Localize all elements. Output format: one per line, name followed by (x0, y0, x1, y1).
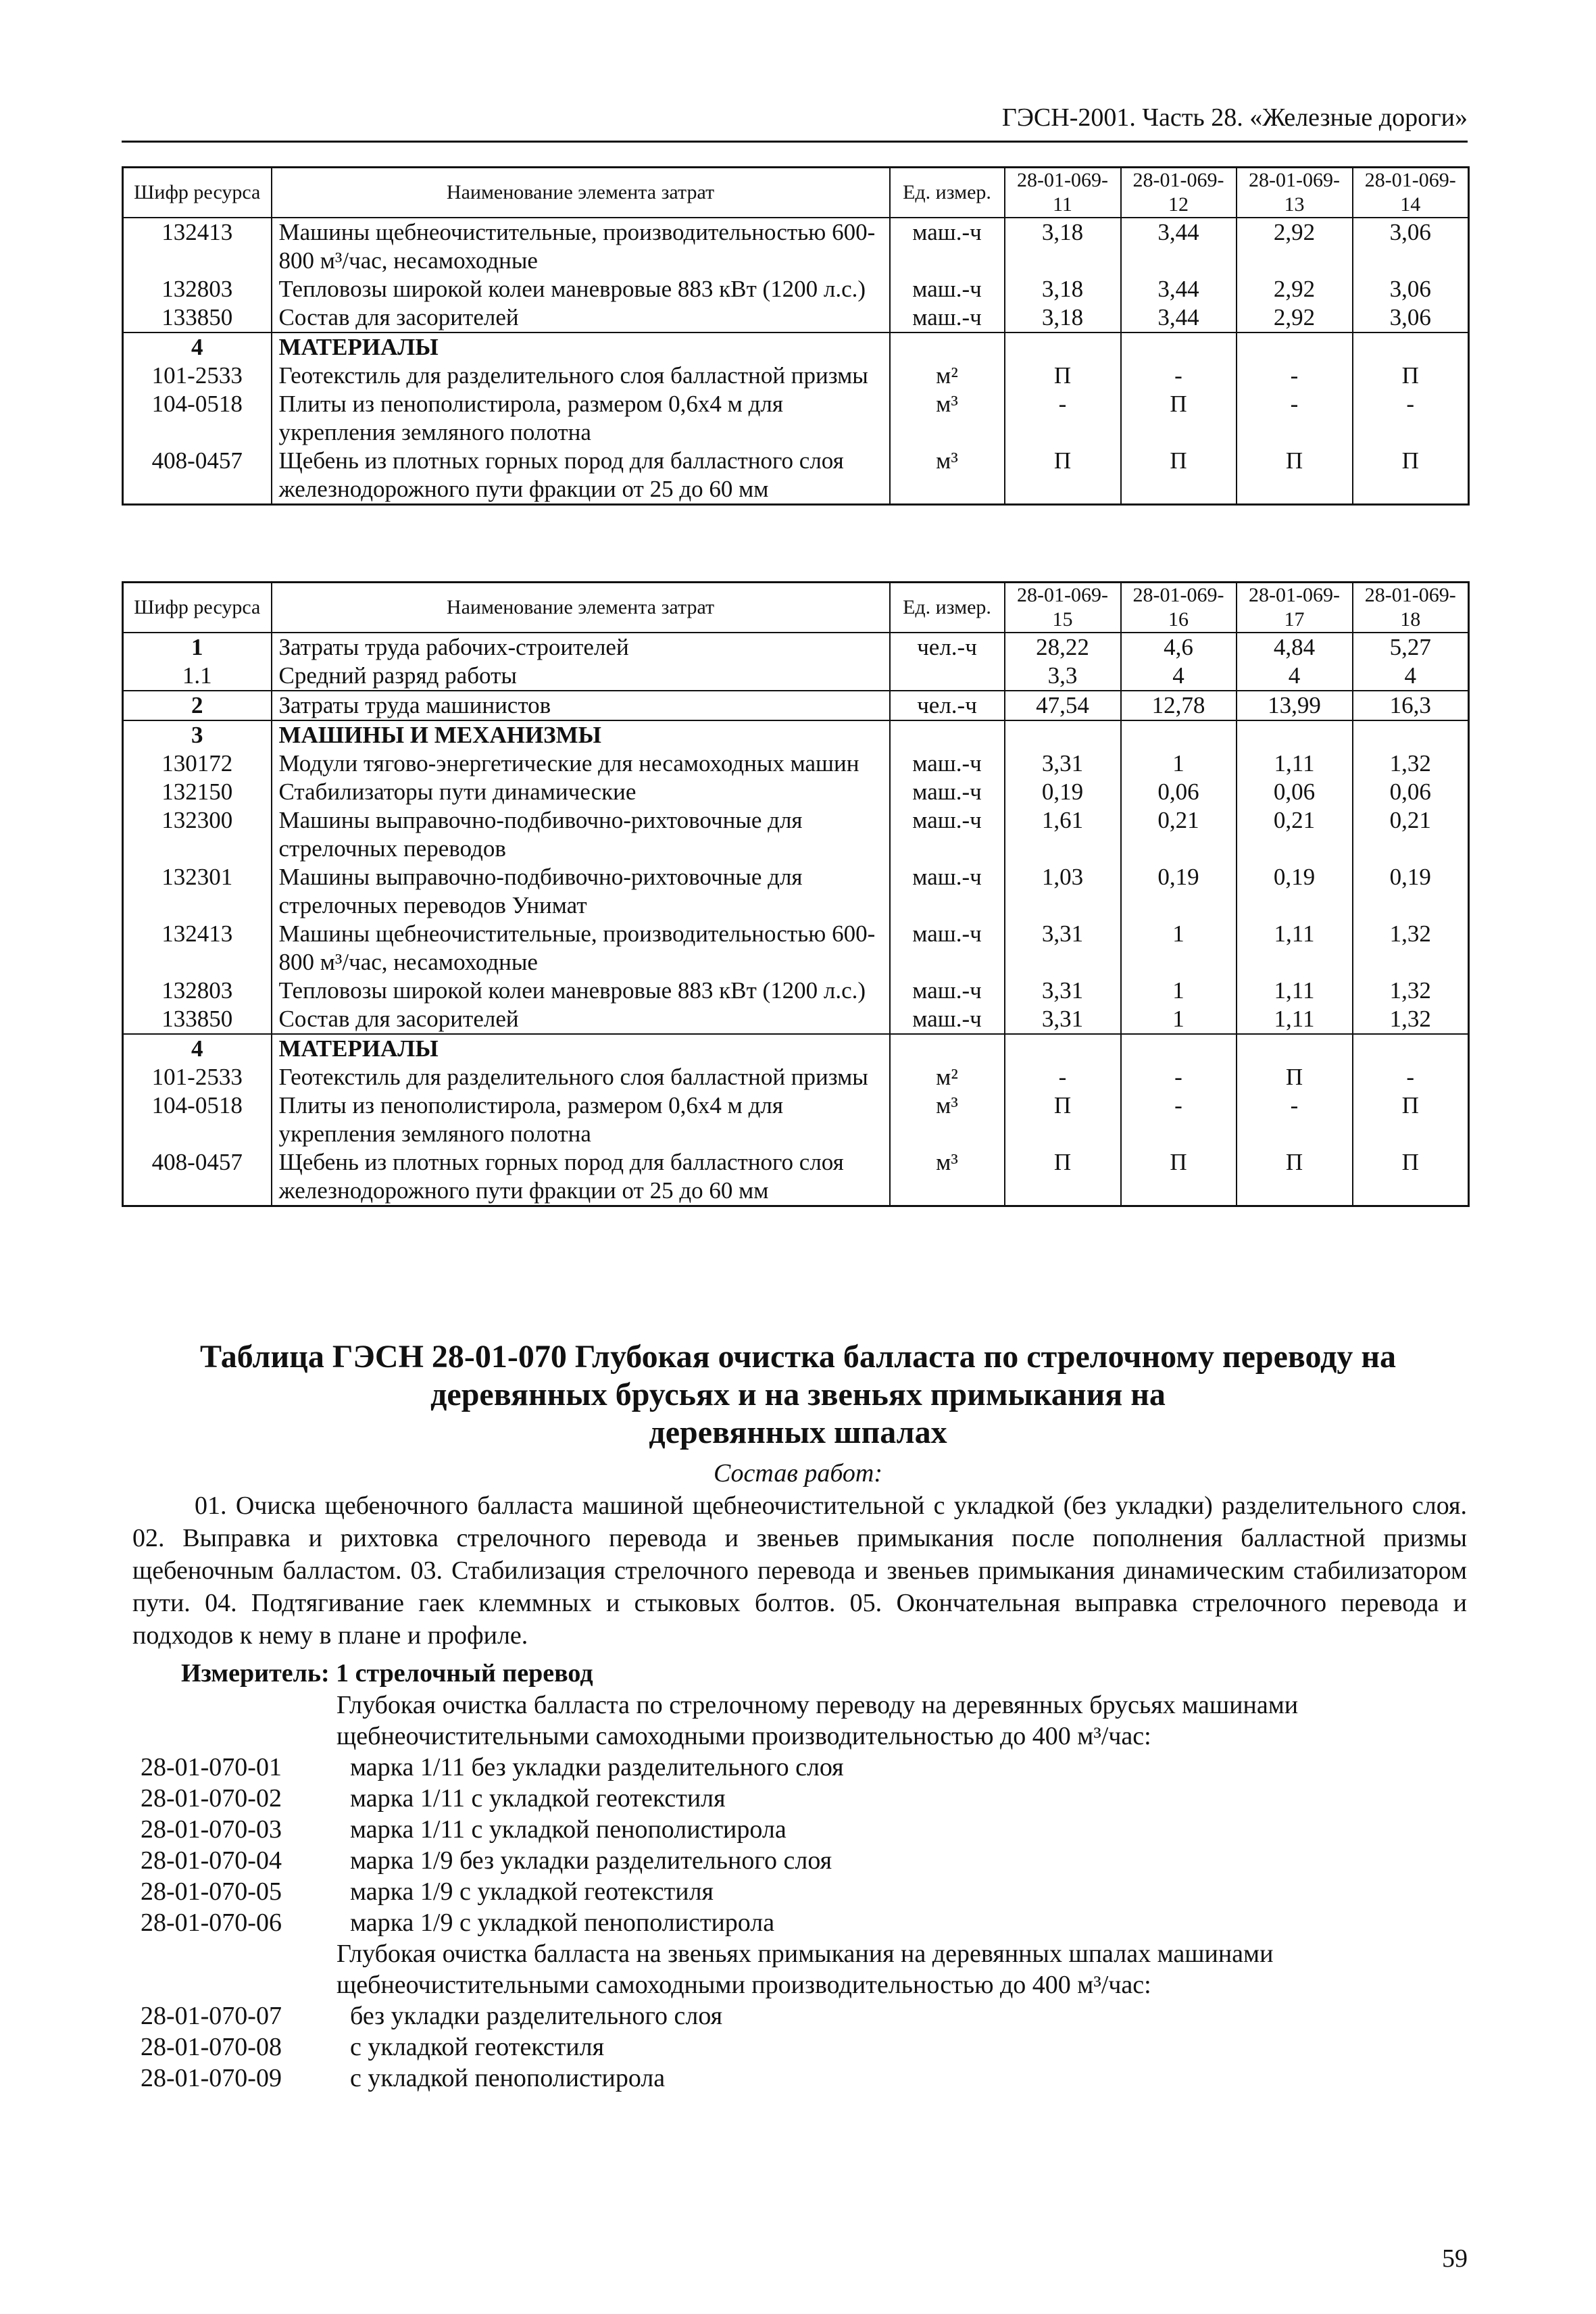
row-name: Средний разряд работы (272, 662, 890, 691)
work-composition-body: 01. Очиска щебеночного балласта машиной щебнеочистительной с укладкой (без укладки) разделительного слоя. 02. Выправка и рихтовка стрелочного перевода и звеньев примыкания после пополнения балластной призмы щебеночным балластом. 03. Стабилизация стрелочного перевода и звеньев примыкания динамическим стабилизатором пути. 04. Подтягивание гаек клеммных и стыковых болтов. 05. Окончательная выправка стрелочного перевода и подходов к нему в плане и профиле. (132, 1492, 1467, 1650)
row-value: 5,27 (1353, 633, 1469, 662)
row-unit: чел.-ч (890, 633, 1005, 662)
row-value: 1,11 (1237, 920, 1353, 977)
row-value: 0,21 (1121, 806, 1237, 863)
row-code: 132300 (123, 806, 272, 863)
header-code: Шифр ресурса (123, 168, 272, 218)
row-value: - (1237, 390, 1353, 447)
row-value: 0,06 (1121, 778, 1237, 806)
row-value: - (1005, 1063, 1121, 1091)
row-value (1005, 720, 1121, 749)
row-unit: маш.-ч (890, 303, 1005, 333)
section-title-line-3: деревянных шпалах (649, 1414, 947, 1450)
header-col: 28-01-069-11 (1005, 168, 1121, 218)
list-item (141, 1907, 1465, 1938)
row-value: 3,31 (1005, 977, 1121, 1005)
header-unit: Ед. измер. (890, 583, 1005, 633)
row-unit: маш.-ч (890, 806, 1005, 863)
row-value: 3,44 (1121, 218, 1237, 275)
row-unit: м³ (890, 447, 1005, 505)
row-value: 13,99 (1237, 691, 1353, 720)
running-header: ГЭСН-2001. Часть 28. «Железные дороги» (1001, 103, 1468, 132)
table-row (123, 778, 1469, 806)
table-row (123, 218, 1469, 275)
row-value: П (1353, 1091, 1469, 1148)
header-col: 28-01-069-15 (1005, 583, 1121, 633)
table-header-row (123, 168, 1469, 218)
norm-code: 28-01-070-07 (141, 2002, 282, 2030)
norm-code: 28-01-070-02 (141, 1784, 282, 1813)
header-col: 28-01-069-18 (1353, 583, 1469, 633)
row-value (1121, 1034, 1237, 1063)
norm-description: марка 1/9 с укладкой геотекстиля (350, 1877, 714, 1906)
table-row (123, 749, 1469, 778)
header-col: 28-01-069-13 (1237, 168, 1353, 218)
row-value: 1 (1121, 920, 1237, 977)
table-row (123, 691, 1469, 720)
row-name: Тепловозы широкой колеи маневровые 883 кВт (1200 л.с.) (272, 275, 890, 303)
list-item (141, 1814, 1465, 1845)
page-number: 59 (1442, 2244, 1468, 2273)
table-row (123, 977, 1469, 1005)
row-value: - (1353, 1063, 1469, 1091)
norm-description: марка 1/11 без укладки разделительного слоя (350, 1753, 844, 1781)
row-value: 0,06 (1237, 778, 1353, 806)
row-value: П (1005, 1091, 1121, 1148)
row-name: Состав для засорителей (272, 303, 890, 333)
row-value: 3,06 (1353, 218, 1469, 275)
row-name: Плиты из пенополистирола, размером 0,6х4 м для укрепления земляного полотна (272, 390, 890, 447)
row-value: 16,3 (1353, 691, 1469, 720)
header-rule (122, 141, 1468, 143)
row-value: 2,92 (1237, 303, 1353, 333)
table-row (123, 390, 1469, 447)
row-value: П (1237, 1148, 1353, 1206)
row-code: 132803 (123, 275, 272, 303)
row-name: Стабилизаторы пути динамические (272, 778, 890, 806)
header-unit: Ед. измер. (890, 168, 1005, 218)
row-unit (890, 333, 1005, 362)
row-value: 3,44 (1121, 275, 1237, 303)
row-value (1121, 333, 1237, 362)
row-name: Щебень из плотных горных пород для балластного слоя железнодорожного пути фракции от 25 до 60 мм (272, 1148, 890, 1206)
row-name: МАТЕРИАЛЫ (272, 1034, 890, 1063)
norm-code: 28-01-070-05 (141, 1877, 282, 1906)
row-value: 3,18 (1005, 218, 1121, 275)
row-value: 1 (1121, 749, 1237, 778)
row-unit: маш.-ч (890, 749, 1005, 778)
row-value: 4,84 (1237, 633, 1353, 662)
row-value: П (1005, 447, 1121, 505)
row-unit: маш.-ч (890, 1005, 1005, 1034)
row-name: Машины выправочно-подбивочно-рихтовочные для стрелочных переводов (272, 806, 890, 863)
row-value (1353, 1034, 1469, 1063)
norm-description: с укладкой геотекстиля (350, 2033, 605, 2061)
row-code: 408-0457 (123, 447, 272, 505)
row-value: 0,21 (1353, 806, 1469, 863)
row-code: 130172 (123, 749, 272, 778)
row-value: 3,18 (1005, 303, 1121, 333)
header-name: Наименование элемента затрат (272, 168, 890, 218)
row-code: 133850 (123, 303, 272, 333)
row-unit (890, 1034, 1005, 1063)
table-row (123, 1148, 1469, 1206)
row-code: 3 (123, 720, 272, 749)
row-name: Модули тягово-энергетические для несамоходных машин (272, 749, 890, 778)
row-value: - (1121, 1063, 1237, 1091)
norm-code: 28-01-070-04 (141, 1846, 282, 1875)
list-intro-1: Глубокая очистка балласта по стрелочному переводу на деревянных брусьях машинами щебнеочистительными самоходными производительностью до 400 м³/час: (336, 1691, 1299, 1750)
row-value: 2,92 (1237, 275, 1353, 303)
row-unit: маш.-ч (890, 977, 1005, 1005)
row-value: П (1237, 447, 1353, 505)
row-code: 101-2533 (123, 362, 272, 390)
row-unit: чел.-ч (890, 691, 1005, 720)
table-row (123, 662, 1469, 691)
row-value: 1,32 (1353, 1005, 1469, 1034)
row-value: 12,78 (1121, 691, 1237, 720)
row-name: Геотекстиль для разделительного слоя балластной призмы (272, 362, 890, 390)
row-unit: маш.-ч (890, 863, 1005, 920)
row-value: 1,32 (1353, 920, 1469, 977)
row-name: Машины выправочно-подбивочно-рихтовочные для стрелочных переводов Унимат (272, 863, 890, 920)
row-value: - (1121, 1091, 1237, 1148)
row-value: 1,03 (1005, 863, 1121, 920)
row-value: 28,22 (1005, 633, 1121, 662)
table-row (123, 447, 1469, 505)
row-unit: маш.-ч (890, 778, 1005, 806)
row-name: Геотекстиль для разделительного слоя балластной призмы (272, 1063, 890, 1091)
table-row (123, 1005, 1469, 1034)
list-item (141, 2000, 1465, 2032)
row-value (1005, 1034, 1121, 1063)
row-code: 4 (123, 333, 272, 362)
row-value (1121, 720, 1237, 749)
row-unit (890, 662, 1005, 691)
header-col: 28-01-069-17 (1237, 583, 1353, 633)
row-value: П (1121, 390, 1237, 447)
row-code: 2 (123, 691, 272, 720)
row-value: П (1353, 1148, 1469, 1206)
norm-code: 28-01-070-06 (141, 1909, 282, 1937)
table-header-row (123, 583, 1469, 633)
row-value: П (1121, 447, 1237, 505)
row-name: МАШИНЫ И МЕХАНИЗМЫ (272, 720, 890, 749)
row-value: 3,44 (1121, 303, 1237, 333)
row-unit: маш.-ч (890, 218, 1005, 275)
list-item (141, 1783, 1465, 1814)
list-intro-2: Глубокая очистка балласта на звеньях примыкания на деревянных шпалах машинами щебнеочистительными самоходными производительностью до 400 м³/час: (336, 1940, 1274, 1999)
row-value: П (1005, 1148, 1121, 1206)
section-title-line-1: Таблица ГЭСН 28-01-070 Глубокая очистка балласта по стрелочному переводу на (199, 1339, 1397, 1375)
table-row (123, 303, 1469, 333)
norm-description: марка 1/11 с укладкой пенополистирола (350, 1815, 787, 1844)
section-title (0, 1338, 1596, 1452)
row-value: 1,61 (1005, 806, 1121, 863)
row-value: 3,3 (1005, 662, 1121, 691)
row-value: - (1005, 390, 1121, 447)
table-row (123, 863, 1469, 920)
norm-description: без укладки разделительного слоя (350, 2002, 723, 2030)
row-value: 3,06 (1353, 275, 1469, 303)
norm-description: марка 1/9 без укладки разделительного слоя (350, 1846, 832, 1875)
table-row (123, 633, 1469, 662)
row-code: 101-2533 (123, 1063, 272, 1091)
row-value: 0,21 (1237, 806, 1353, 863)
row-name: Затраты труда рабочих-строителей (272, 633, 890, 662)
row-value: 4 (1121, 662, 1237, 691)
row-value (1237, 333, 1353, 362)
row-value: - (1237, 362, 1353, 390)
table-row (123, 1063, 1469, 1091)
header-code: Шифр ресурса (123, 583, 272, 633)
row-unit: м³ (890, 1091, 1005, 1148)
row-unit: маш.-ч (890, 920, 1005, 977)
row-name: Тепловозы широкой колеи маневровые 883 кВт (1200 л.с.) (272, 977, 890, 1005)
row-code: 1 (123, 633, 272, 662)
row-value: 0,06 (1353, 778, 1469, 806)
table-row (123, 1034, 1469, 1063)
row-value: 47,54 (1005, 691, 1121, 720)
row-unit: м³ (890, 390, 1005, 447)
row-value (1237, 720, 1353, 749)
row-value: 0,19 (1005, 778, 1121, 806)
row-name: Плиты из пенополистирола, размером 0,6х4 м для укрепления земляного полотна (272, 1091, 890, 1148)
header-col: 28-01-069-14 (1353, 168, 1469, 218)
row-value: 0,19 (1237, 863, 1353, 920)
row-code: 104-0518 (123, 1091, 272, 1148)
row-name: Затраты труда машинистов (272, 691, 890, 720)
row-value: 1,11 (1237, 749, 1353, 778)
row-value (1353, 720, 1469, 749)
row-unit: м² (890, 362, 1005, 390)
list-item (141, 2032, 1465, 2063)
row-code: 132301 (123, 863, 272, 920)
row-value: 1,32 (1353, 749, 1469, 778)
row-value: 3,06 (1353, 303, 1469, 333)
row-code: 132803 (123, 977, 272, 1005)
row-value: 3,31 (1005, 920, 1121, 977)
table-row (123, 333, 1469, 362)
row-code: 408-0457 (123, 1148, 272, 1206)
row-value (1237, 1034, 1353, 1063)
row-code: 132413 (123, 920, 272, 977)
row-value: 3,31 (1005, 1005, 1121, 1034)
norm-code: 28-01-070-09 (141, 2064, 282, 2092)
row-value: 3,31 (1005, 749, 1121, 778)
table-row (123, 275, 1469, 303)
resource-table-2 (122, 581, 1470, 1207)
row-value: 3,18 (1005, 275, 1121, 303)
row-code: 104-0518 (123, 390, 272, 447)
table-row (123, 720, 1469, 749)
resource-table-1 (122, 166, 1470, 506)
row-code: 132413 (123, 218, 272, 275)
row-value: 1,32 (1353, 977, 1469, 1005)
table-row (123, 362, 1469, 390)
row-code: 1.1 (123, 662, 272, 691)
list-item (141, 1876, 1465, 1907)
row-name: Машины щебнеочистительные, производительностью 600-800 м³/час, несамоходные (272, 218, 890, 275)
row-value: 0,19 (1353, 863, 1469, 920)
row-value: 1 (1121, 977, 1237, 1005)
norm-description: марка 1/9 с укладкой пенополистирола (350, 1909, 775, 1937)
row-unit: м² (890, 1063, 1005, 1091)
norm-code: 28-01-070-08 (141, 2033, 282, 2061)
norm-code: 28-01-070-01 (141, 1753, 282, 1781)
row-value (1353, 333, 1469, 362)
row-name: Состав для засорителей (272, 1005, 890, 1034)
work-composition-heading: Состав работ: (713, 1459, 883, 1487)
row-value: 4 (1353, 662, 1469, 691)
row-value: 0,19 (1121, 863, 1237, 920)
table-row (123, 1091, 1469, 1148)
norm-code: 28-01-070-03 (141, 1815, 282, 1844)
list-item (141, 1845, 1465, 1876)
row-value: 1,11 (1237, 977, 1353, 1005)
row-value: П (1353, 447, 1469, 505)
row-unit (890, 720, 1005, 749)
row-code: 4 (123, 1034, 272, 1063)
list-item (141, 1752, 1465, 1783)
list-item (141, 2063, 1465, 2094)
header-col: 28-01-069-12 (1121, 168, 1237, 218)
norm-description: марка 1/11 с укладкой геотекстиля (350, 1784, 726, 1813)
section-title-line-2: деревянных брусьях и на звеньях примыкания на (430, 1377, 1166, 1412)
measure-unit: Измеритель: 1 стрелочный перевод (181, 1659, 593, 1688)
row-value: П (1121, 1148, 1237, 1206)
row-name: МАТЕРИАЛЫ (272, 333, 890, 362)
row-value (1005, 333, 1121, 362)
row-value: П (1353, 362, 1469, 390)
header-col: 28-01-069-16 (1121, 583, 1237, 633)
row-code: 133850 (123, 1005, 272, 1034)
header-name: Наименование элемента затрат (272, 583, 890, 633)
row-value: - (1121, 362, 1237, 390)
row-value: 1 (1121, 1005, 1237, 1034)
row-value: 1,11 (1237, 1005, 1353, 1034)
row-code: 132150 (123, 778, 272, 806)
row-value: П (1237, 1063, 1353, 1091)
row-name: Машины щебнеочистительные, производительностью 600-800 м³/час, несамоходные (272, 920, 890, 977)
row-value: - (1237, 1091, 1353, 1148)
norm-list (141, 1690, 1465, 2094)
row-unit: маш.-ч (890, 275, 1005, 303)
row-value: - (1353, 390, 1469, 447)
table-row (123, 920, 1469, 977)
row-unit: м³ (890, 1148, 1005, 1206)
row-value: 4 (1237, 662, 1353, 691)
norm-description: с укладкой пенополистирола (350, 2064, 666, 2092)
work-composition-text (132, 1490, 1467, 1652)
table-row (123, 806, 1469, 863)
row-name: Щебень из плотных горных пород для балластного слоя железнодорожного пути фракции от 25 до 60 мм (272, 447, 890, 505)
row-value: П (1005, 362, 1121, 390)
row-value: 2,92 (1237, 218, 1353, 275)
row-value: 4,6 (1121, 633, 1237, 662)
